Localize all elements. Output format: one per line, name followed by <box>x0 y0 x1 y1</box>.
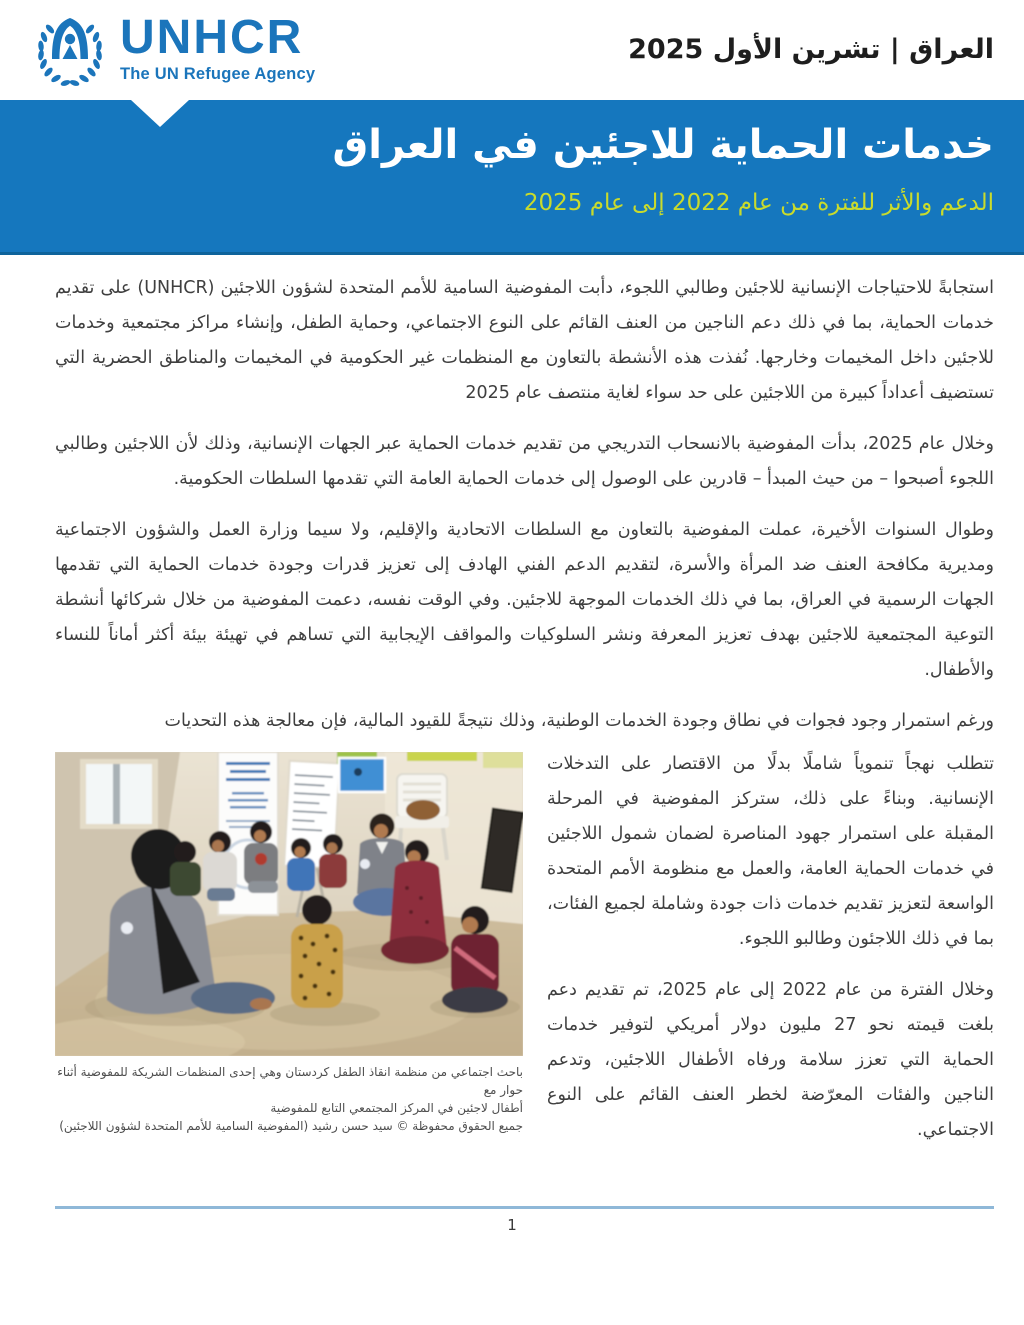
unhcr-logo-text <box>120 8 315 84</box>
group-session-photo <box>55 752 523 1056</box>
unhcr-acronym: UNHCR <box>120 11 304 64</box>
footer-divider <box>55 1206 994 1209</box>
report-subtitle: الدعم والأثر للفترة من عام 2022 إلى عام 2025 <box>523 190 994 216</box>
body-paragraph-4-intro: ورغم استمرار وجود فجوات في نطاق وجودة الخدمات الوطنية، وذلك نتيجةً للقيود المالية، فإن معالجة هذه التحديات <box>164 711 994 731</box>
photo-caption-line-2: أطفال لاجئين في المركز المجتمعي التابع للمفوضية <box>270 1101 523 1115</box>
article-body <box>55 271 994 1164</box>
unhcr-tagline: The UN Refugee Agency <box>120 65 316 83</box>
photo-caption-line-1: باحث اجتماعي من منظمة انقاذ الطفل كردستان وهي إحدى المنظمات الشريكة للمفوضية أثناء حوار مع <box>57 1065 523 1097</box>
report-title: خدمات الحماية للاجئين في العراق <box>332 122 994 168</box>
unhcr-emblem-icon <box>30 8 110 92</box>
page-header <box>0 0 1024 100</box>
body-paragraph-3: وطوال السنوات الأخيرة، عملت المفوضية بالتعاون مع السلطات الاتحادية والإقليم، ولا سيما وزارة العمل والشؤون الاجتماعية ومديرية مكافحة العنف ضد المرأة والأسرة، لتقديم الدعم الفني الهادف إلى تعزيز قدرات وجودة خدمات الحماية التي تقدمها الجهات الرسمية في العراق، بما في ذلك الخدمات الموجهة للاجئين. وفي الوقت نفسه، دعمت المفوضية من خلال شركائها أنشطة التوعية المجتمعية للاجئين بهدف تعزيز المعرفة ونشر السلوكيات والمواقف الإيجابية التي تساهم في تهيئة بيئة أكثر أماناً للنساء والأطفال. <box>55 520 994 680</box>
photo-caption-line-3: جميع الحقوق محفوظة © سيد حسن رشيد (المفوضية السامية للأمم المتحدة لشؤون اللاجئين) <box>59 1119 523 1133</box>
body-paragraph-4-rest: تتطلب نهجاً تنموياً شاملًا بدلًا من الاقتصار على التدخلات الإنسانية. وبناءً على ذلك، ستركز المفوضية في المرحلة المقبلة على استمرار جهود المناصرة لضمان شمول اللاجئين في خدمات الحماية العامة، والعمل مع منظومة الأمم المتحدة الواسعة لتعزيز تقديم خدمات ذات جودة وشاملة لجميع الفئات، بما في ذلك اللاجئون وطالبو اللجوء. <box>546 754 994 949</box>
banner-notch-triangle <box>131 100 189 127</box>
unhcr-logo <box>30 8 315 92</box>
country-date-line: العراق | تشرين الأول 2025 <box>628 34 994 65</box>
body-paragraph-5: وخلال الفترة من عام 2022 إلى عام 2025، تم تقديم دعم بلغت قيمته نحو 27 مليون دولار أمريكي لتوفير خدمات الحماية التي تعزز سلامة ورفاه الأطفال اللاجئين، وتدعم الناجين والفئات المعرّضة لخطر العنف القائم على النوع الاجتماعي. <box>547 980 995 1140</box>
photo-caption <box>55 1063 523 1135</box>
title-banner <box>0 100 1024 255</box>
photo-figure <box>55 752 523 1135</box>
body-paragraph-2: وخلال عام 2025، بدأت المفوضية بالانسحاب التدريجي من تقديم خدمات الحماية عبر الجهات الإنسانية، وذلك لأن اللاجئين وطالبي اللجوء أصبحوا – من حيث المبدأ – قادرين على الوصول إلى خدمات الحماية العامة التي تقدمها السلطات الحكومية. <box>55 434 994 489</box>
body-paragraph-1: استجابةً للاحتياجات الإنسانية للاجئين وطالبي اللجوء، دأبت المفوضية السامية للأمم المتحدة لشؤون اللاجئين (UNHCR) على تقديم خدمات الحماية، بما في ذلك دعم الناجين من العنف القائم على النوع الاجتماعي، وحماية الطفل، وإنشاء مراكز مجتمعية وخدمات للاجئين داخل المخيمات وخارجها. نُفذت هذه الأنشطة بالتعاون مع المنظمات غير الحكومية في المخيمات والمناطق الحضرية التي تستضيف أعداداً كبيرة من اللاجئين على حد سواء لغاية منتصف عام 2025 <box>55 278 994 403</box>
page-number: 1 <box>507 1216 517 1234</box>
